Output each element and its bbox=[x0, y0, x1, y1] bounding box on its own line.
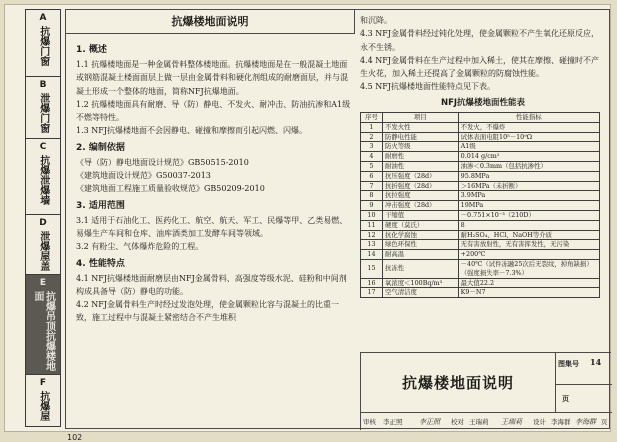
table-cell: 12 bbox=[361, 230, 383, 240]
tab-c[interactable] bbox=[25, 139, 61, 215]
signature-row bbox=[361, 413, 612, 431]
table-cell: 耐油性 bbox=[382, 162, 458, 172]
paragraph: 3.2 有粉尘、气体爆炸危险的工程。 bbox=[76, 242, 204, 252]
table-row bbox=[361, 250, 600, 260]
table-cell: 6 bbox=[361, 171, 383, 181]
section-heading: 1. 概述 bbox=[76, 45, 107, 55]
paragraph: 1.3 NFJ抗爆楼地面不会因静电、碰撞和摩擦而引起闪燃、闪爆。 bbox=[76, 126, 308, 136]
table-row bbox=[361, 142, 600, 152]
paragraph: 1.2 抗爆楼地面具有耐磨、导（防）静电、不发火、耐冲击、防油抗渗和A1级不燃等特性。 bbox=[76, 99, 351, 123]
table-cell: K9－N7 bbox=[458, 288, 599, 298]
table-cell: 抗拉强度 bbox=[382, 191, 458, 201]
table-cell: 空气清洁度 bbox=[382, 288, 458, 298]
tab-letter: A bbox=[39, 13, 47, 23]
drawing-sheet bbox=[4, 4, 611, 442]
atlas-value: 14 bbox=[590, 357, 602, 367]
tab-label: 抗爆吊顶抗爆楼地面 bbox=[32, 290, 55, 371]
table-cell: 防静电性能 bbox=[382, 132, 458, 142]
paragraph: 1.1 抗爆楼地面是一种金属骨料整体楼地面。抗爆楼地面是在一般混凝土地面或钢筋混凝土楼面面层上做一层由金属骨料和硬化剂组成的耐磨面层，并与混凝土形成一个整体的地面，简称NFJ抗爆地面。 bbox=[76, 60, 348, 96]
checker-name: 王瑞莉 bbox=[469, 418, 489, 426]
reviewer-name: 李正照 bbox=[383, 418, 403, 426]
table-cell: 抗冻性 bbox=[382, 260, 458, 279]
reviewer-signature: 李正照 bbox=[419, 418, 440, 426]
table-cell: 试体表面电阻10⁵－10⁹Ω bbox=[458, 132, 599, 142]
paragraph: 《建筑地面工程施工质量验收规范》GB50209-2010 bbox=[76, 184, 265, 194]
tab-letter: F bbox=[39, 378, 47, 388]
content-frame bbox=[65, 9, 610, 429]
table-row bbox=[361, 171, 600, 181]
table-row bbox=[361, 191, 600, 201]
table-row bbox=[361, 201, 600, 211]
table-cell: 15 bbox=[361, 260, 383, 279]
tab-label: 泄爆屋盖 bbox=[37, 230, 49, 271]
paragraph: 4.4 NFJ金属骨料在生产过程中加入稀土，使其在摩擦、碰撞时不产生火花，加入稀土还提高了金属颗粒的防腐蚀性能。 bbox=[360, 55, 600, 79]
tab-label: 抗爆门窗 bbox=[37, 25, 49, 66]
table-cell: A1级 bbox=[458, 142, 599, 152]
table-cell: 11 bbox=[361, 220, 383, 230]
table-cell: 2 bbox=[361, 132, 383, 142]
section-heading: 3. 适用范围 bbox=[76, 200, 125, 211]
table-row bbox=[361, 278, 600, 288]
section-heading: 2. 编制依据 bbox=[76, 142, 125, 153]
table-row bbox=[361, 288, 600, 298]
table-cell: －40℃（试件冻融25次后无裂纹，掉角缺损）（强度损失率－7.3%） bbox=[458, 260, 599, 279]
table-cell: 油渗＜0.3mm（包括抗渗性） bbox=[458, 162, 599, 172]
page-label: 页 bbox=[562, 395, 569, 403]
table-cell: +200℃ bbox=[458, 250, 599, 260]
sign-page-label: 页 bbox=[601, 418, 608, 426]
table-cell: 最大值22.2 bbox=[458, 278, 599, 288]
table-row bbox=[361, 162, 600, 172]
performance-table bbox=[360, 112, 600, 298]
tab-label: 泄爆门窗 bbox=[37, 92, 49, 133]
table-cell: 干缩值 bbox=[382, 211, 458, 221]
table-cell: 耐高温 bbox=[382, 250, 458, 260]
table-row bbox=[361, 122, 600, 132]
table-cell: 10 bbox=[361, 211, 383, 221]
paragraph: 4.1 NFJ抗爆楼地面耐磨层由NFJ金属骨料、高强度等级水泥、硅粉和中间剂构成具备导（防）静电的功能。 bbox=[76, 273, 347, 296]
title-block bbox=[360, 352, 611, 430]
table-cell: 17 bbox=[361, 288, 383, 298]
tab-b[interactable] bbox=[25, 77, 61, 139]
title-block-title: 抗爆楼地面说明 bbox=[361, 353, 556, 413]
tab-e-active[interactable] bbox=[25, 275, 61, 375]
table-cell: 8 bbox=[361, 191, 383, 201]
table-cell: 3 bbox=[361, 142, 383, 152]
table-row bbox=[361, 211, 600, 221]
table-cell: 不发火性 bbox=[382, 122, 458, 132]
table-cell: 不发火，不爆炸 bbox=[458, 122, 599, 132]
page-title: 抗爆楼地面说明 bbox=[66, 10, 355, 34]
design-label: 设计 bbox=[533, 418, 546, 426]
table-row bbox=[361, 181, 600, 191]
table-cell: 抗压强度（28d） bbox=[382, 171, 458, 181]
paragraph: 和沉降。 bbox=[360, 16, 392, 25]
table-cell: 抗化学腐蚀 bbox=[382, 230, 458, 240]
table-cell: 耐H₂SO₄、HCl、NaOH等介质 bbox=[458, 230, 599, 240]
atlas-number-cell bbox=[556, 353, 612, 385]
table-cell: 绿色环保性 bbox=[382, 240, 458, 250]
page-number: 102 bbox=[67, 433, 83, 442]
page-cell bbox=[556, 385, 612, 413]
table-header-cell: 序号 bbox=[361, 113, 383, 123]
table-cell: －0.751×10⁻³（210D） bbox=[458, 211, 599, 221]
table-cell: 14 bbox=[361, 250, 383, 260]
paragraph: 3.1 适用于石油化工、医药化工、航空、航天、军工、民爆等甲、乙类易燃、易爆生产车间和仓库、油库酒类加工发酵车间等领域。 bbox=[76, 215, 348, 238]
table-cell: 氧浓度＜100Bq/m³ bbox=[382, 278, 458, 288]
table-header-row bbox=[361, 113, 600, 123]
tab-a[interactable] bbox=[25, 9, 61, 77]
section-heading: 4. 性能特点 bbox=[76, 258, 125, 269]
paragraph: 4.3 NFJ金属骨料经过钝化处理，使金属颗粒不产生氧化还原反应，永不生锈。 bbox=[360, 29, 600, 52]
tab-letter: E bbox=[39, 278, 47, 288]
tab-label: 抗爆屋 bbox=[37, 390, 49, 421]
table-cell: 3.9MPa bbox=[458, 191, 599, 201]
left-column bbox=[76, 40, 352, 325]
table-cell: 7 bbox=[361, 181, 383, 191]
table-cell: 1 bbox=[361, 122, 383, 132]
table-cell: 95.8MPa bbox=[458, 171, 599, 181]
table-cell: 抗折强度（28d） bbox=[382, 181, 458, 191]
table-row bbox=[361, 220, 600, 230]
tab-label: 抗爆泄爆墙 bbox=[37, 154, 49, 205]
tab-letter: C bbox=[39, 142, 47, 152]
table-cell: 耐磨性 bbox=[382, 152, 458, 162]
table-cell: 0.014 g/cm² bbox=[458, 152, 599, 162]
table-row bbox=[361, 230, 600, 240]
right-column bbox=[360, 14, 606, 298]
table-cell: 9 bbox=[361, 201, 383, 211]
paragraph: 《建筑地面设计规范》G50037-2013 bbox=[76, 171, 211, 181]
paragraph: 4.2 NFJ金属骨料生产时经过发泡处理，使金属颗粒比容与混凝土的比重一致，施工过程中与混凝土紧密结合不产生堆积 bbox=[76, 300, 340, 323]
table-cell: ＞16MPa（未折断） bbox=[458, 181, 599, 191]
tab-d[interactable] bbox=[25, 215, 61, 275]
table-cell: 硬度（莫氏） bbox=[382, 220, 458, 230]
table-header-cell: 项目 bbox=[382, 113, 458, 123]
table-row bbox=[361, 240, 600, 250]
chapter-tabs bbox=[25, 9, 61, 427]
table-title: NFJ抗爆楼地面性能表 bbox=[440, 97, 526, 108]
atlas-label: 图集号 bbox=[558, 360, 579, 368]
table-cell: 19MPa bbox=[458, 201, 599, 211]
table-header-cell: 性能指标 bbox=[458, 113, 599, 123]
table-cell: 无有害放射性，无有害挥发性，无污染 bbox=[458, 240, 599, 250]
table-body bbox=[361, 122, 600, 297]
table-cell: 16 bbox=[361, 278, 383, 288]
table-cell: 8 bbox=[458, 220, 599, 230]
paragraph: 《导（防）静电地面设计规范》GB50515-2010 bbox=[76, 157, 249, 167]
review-label: 审核 bbox=[363, 418, 376, 426]
tab-letter: D bbox=[39, 218, 47, 228]
table-cell: 冲击强度（28d） bbox=[382, 201, 458, 211]
table-row bbox=[361, 260, 600, 279]
designer-name: 李海群 bbox=[551, 418, 571, 426]
table-cell: 防火等级 bbox=[382, 142, 458, 152]
table-cell: 4 bbox=[361, 152, 383, 162]
table-cell: 13 bbox=[361, 240, 383, 250]
checker-signature: 王瑞莉 bbox=[501, 418, 522, 426]
paragraph: 4.5 NFJ抗爆楼地面性能特点见下表。 bbox=[360, 82, 496, 92]
table-row bbox=[361, 132, 600, 142]
table-cell: 5 bbox=[361, 162, 383, 172]
table-row bbox=[361, 152, 600, 162]
tab-f[interactable] bbox=[25, 375, 61, 427]
designer-signature: 李海群 bbox=[575, 418, 596, 426]
tab-letter: B bbox=[39, 80, 47, 90]
check-label: 校对 bbox=[451, 418, 464, 426]
